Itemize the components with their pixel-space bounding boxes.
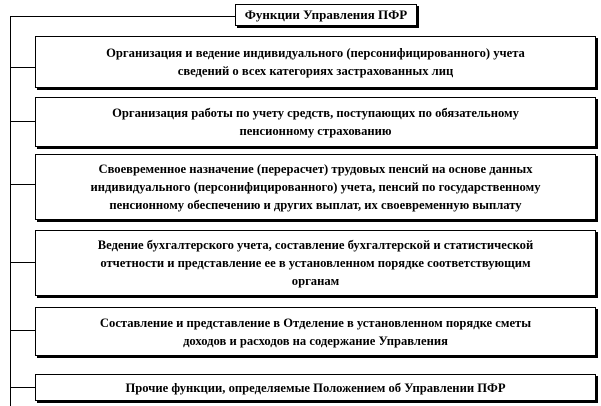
vertical-connector-line <box>10 16 11 406</box>
function-box-4 <box>35 230 596 296</box>
branch-line-1 <box>10 67 35 68</box>
branch-line-6 <box>10 387 35 388</box>
branch-line-3 <box>10 184 35 185</box>
branch-line-4 <box>10 262 35 263</box>
function-box-6 <box>35 374 596 401</box>
branch-line-5 <box>10 330 35 331</box>
diagram-title-text: Функции Управления ПФР <box>244 7 408 22</box>
function-text-5: Составление и представление в Отделение в установленном порядке сметы доходов и расходов на содержание Управления <box>99 315 532 348</box>
function-text-2: Организация работы по учету средств, поступающих по обязательному пенсионному страхованию <box>112 106 519 138</box>
function-box-1 <box>35 36 596 88</box>
function-text-4: Ведение бухгалтерского учета, составление бухгалтерской и статистической отчетности и представление ее в установленном порядке соответствующим органам <box>97 238 534 288</box>
top-connector-line <box>10 16 235 17</box>
function-text-3: Своевременное назначение (перерасчет) трудовых пенсий на основе данных индивидуального (персонифицированного) учета, пенсий по государственному пенсионному обеспечению и других выплат, их своевременную выплату <box>90 162 541 212</box>
function-box-3 <box>35 154 596 220</box>
branch-line-2 <box>10 121 35 122</box>
function-text-6: Прочие функции, определяемые Положением об Управлении ПФР <box>125 380 506 395</box>
function-box-5 <box>35 307 596 356</box>
function-text-1: Организация и ведение индивидуального (персонифицированного) учета сведений о всех категориях застрахованных лиц <box>106 46 525 78</box>
diagram-title <box>235 4 417 26</box>
function-box-2 <box>35 97 596 147</box>
